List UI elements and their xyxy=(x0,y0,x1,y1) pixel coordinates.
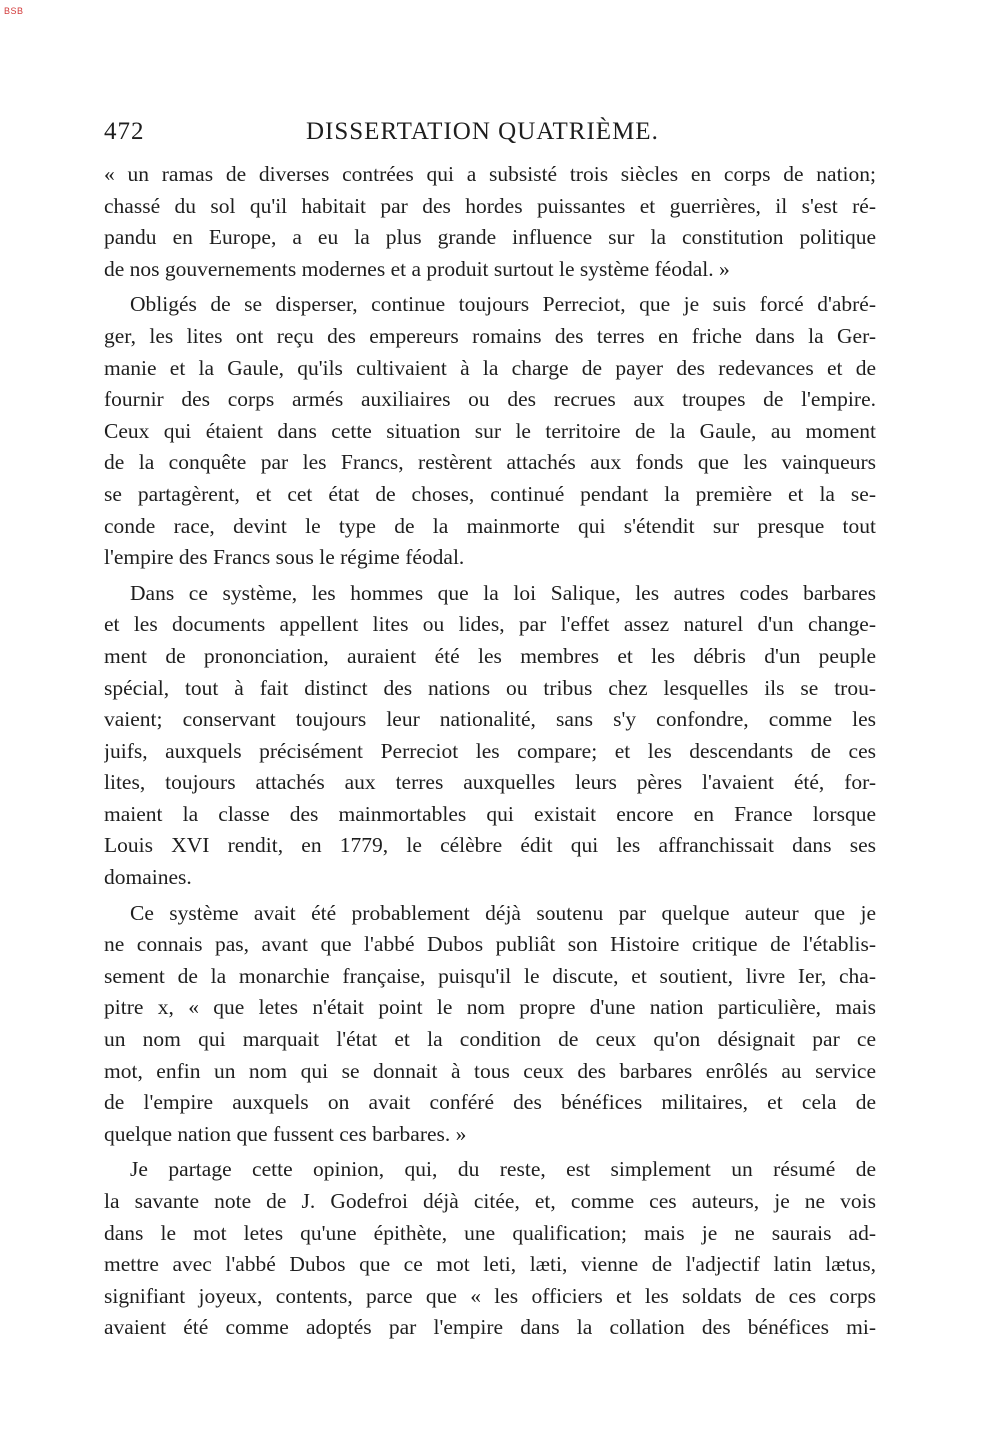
text-line: un nom qui marquait l'état et la condition de ceux qu'on désignait par ce xyxy=(104,1027,876,1052)
text-line: signifiant joyeux, contents, parce que « les officiers et les soldats de ces corps xyxy=(104,1283,876,1308)
text-line: Je partage cette opinion, qui, du reste, est simplement un résumé de xyxy=(130,1157,876,1182)
text-line: juifs, auxquels précisément Perreciot les compare; et les descendants de ces xyxy=(104,738,876,763)
text-line: ne connais pas, avant que l'abbé Dubos publiât son Histoire critique de l'établis- xyxy=(104,932,876,957)
text-line: la savante note de J. Godefroi déjà citée, et, comme ces auteurs, je ne vois xyxy=(104,1189,876,1213)
text-line: de l'empire auxquels on avait conféré des bénéfices militaires, et cela de xyxy=(104,1090,876,1115)
text-line: Louis XVI rendit, en 1779, le célèbre édit qui les affranchissait dans ses xyxy=(104,833,876,858)
text-line: « un ramas de diverses contrées qui a subsisté trois siècles en corps de nation; xyxy=(104,162,876,186)
text-line: ment de prononciation, auraient été les membres et les débris d'un peuple xyxy=(104,643,876,668)
text-line: vaient; conservant toujours leur nationalité, sans s'y confondre, comme les xyxy=(104,707,876,732)
text-line: pitre x, « que letes n'était point le nom propre d'une nation particulière, mais xyxy=(104,995,876,1020)
text-line: mot, enfin un nom qui se donnait à tous ceux des barbares enrôlés au service xyxy=(104,1058,876,1083)
text-line: sement de la monarchie française, puisqu'il le discute, et soutient, livre Ier, cha- xyxy=(104,963,876,988)
paragraph-perreciot xyxy=(104,289,876,573)
text-line: manie et la Gaule, qu'ils cultivaient à la charge de payer des redevances et de xyxy=(104,355,876,380)
text-line: se partagèrent, et cet état de choses, continué pendant la première et la se- xyxy=(104,481,876,506)
text-line: Ceux qui étaient dans cette situation sur le territoire de la Gaule, au moment xyxy=(104,418,876,443)
text-line: Obligés de se disperser, continue toujours Perreciot, que je suis forcé d'abré- xyxy=(130,292,876,317)
text-line: spécial, tout à fait distinct des nations ou tribus chez lesquelles ils se trou- xyxy=(104,675,876,700)
text-line: chassé du sol qu'il habitait par des hordes puissantes et guerrières, il s'est ré- xyxy=(104,193,876,218)
paragraph-dubos xyxy=(104,898,876,1151)
page-number: 472 xyxy=(104,118,145,145)
text-line: pandu en Europe, a eu la plus grande influence sur la constitution politique xyxy=(104,225,876,250)
text-line: ger, les lites ont reçu des empereurs romains des terres en friche dans la Ger- xyxy=(104,323,876,348)
text-line: avaient été comme adoptés par l'empire dans la collation des bénéfices mi- xyxy=(104,1315,876,1340)
text-line: dans le mot letes qu'une épithète, une qualification; mais je ne saurais ad- xyxy=(104,1220,876,1245)
library-watermark: BSB xyxy=(4,6,24,16)
text-line: Ce système avait été probablement déjà soutenu par quelque auteur que je xyxy=(130,900,876,925)
paragraph-quote-continuation xyxy=(104,159,876,285)
paragraph-opinion xyxy=(104,1154,876,1344)
text-line: conde race, devint le type de la mainmorte qui s'étendit sur presque tout xyxy=(104,513,876,538)
text-line: lites, toujours attachés aux terres auxquelles leurs pères l'avaient été, for- xyxy=(104,770,876,795)
text-line: maient la classe des mainmortables qui existait encore en France lorsque xyxy=(104,801,876,826)
paragraph-systeme xyxy=(104,578,876,894)
text-line: de nos gouvernements modernes et a produit surtout le système féodal. » xyxy=(104,256,730,281)
text-line: fournir des corps armés auxiliaires ou des recrues aux troupes de l'empire. xyxy=(104,387,876,412)
text-line: mettre avec l'abbé Dubos que ce mot leti, læti, vienne de l'adjectif latin lætus, xyxy=(104,1252,876,1277)
text-line: quelque nation que fussent ces barbares. » xyxy=(104,1121,467,1146)
text-line: Dans ce système, les hommes que la loi Salique, les autres codes barbares xyxy=(130,580,876,605)
text-line: de la conquête par les Francs, restèrent attachés aux fonds que les vainqueurs xyxy=(104,450,876,475)
text-line: et les documents appellent lites ou lides, par l'effet assez naturel d'un change- xyxy=(104,612,876,637)
page-body xyxy=(104,159,876,1348)
text-line: l'empire des Francs sous le régime féodal. xyxy=(104,545,465,570)
running-title: DISSERTATION QUATRIÈME. xyxy=(306,118,659,145)
text-line: domaines. xyxy=(104,865,192,890)
page-header xyxy=(104,118,876,152)
